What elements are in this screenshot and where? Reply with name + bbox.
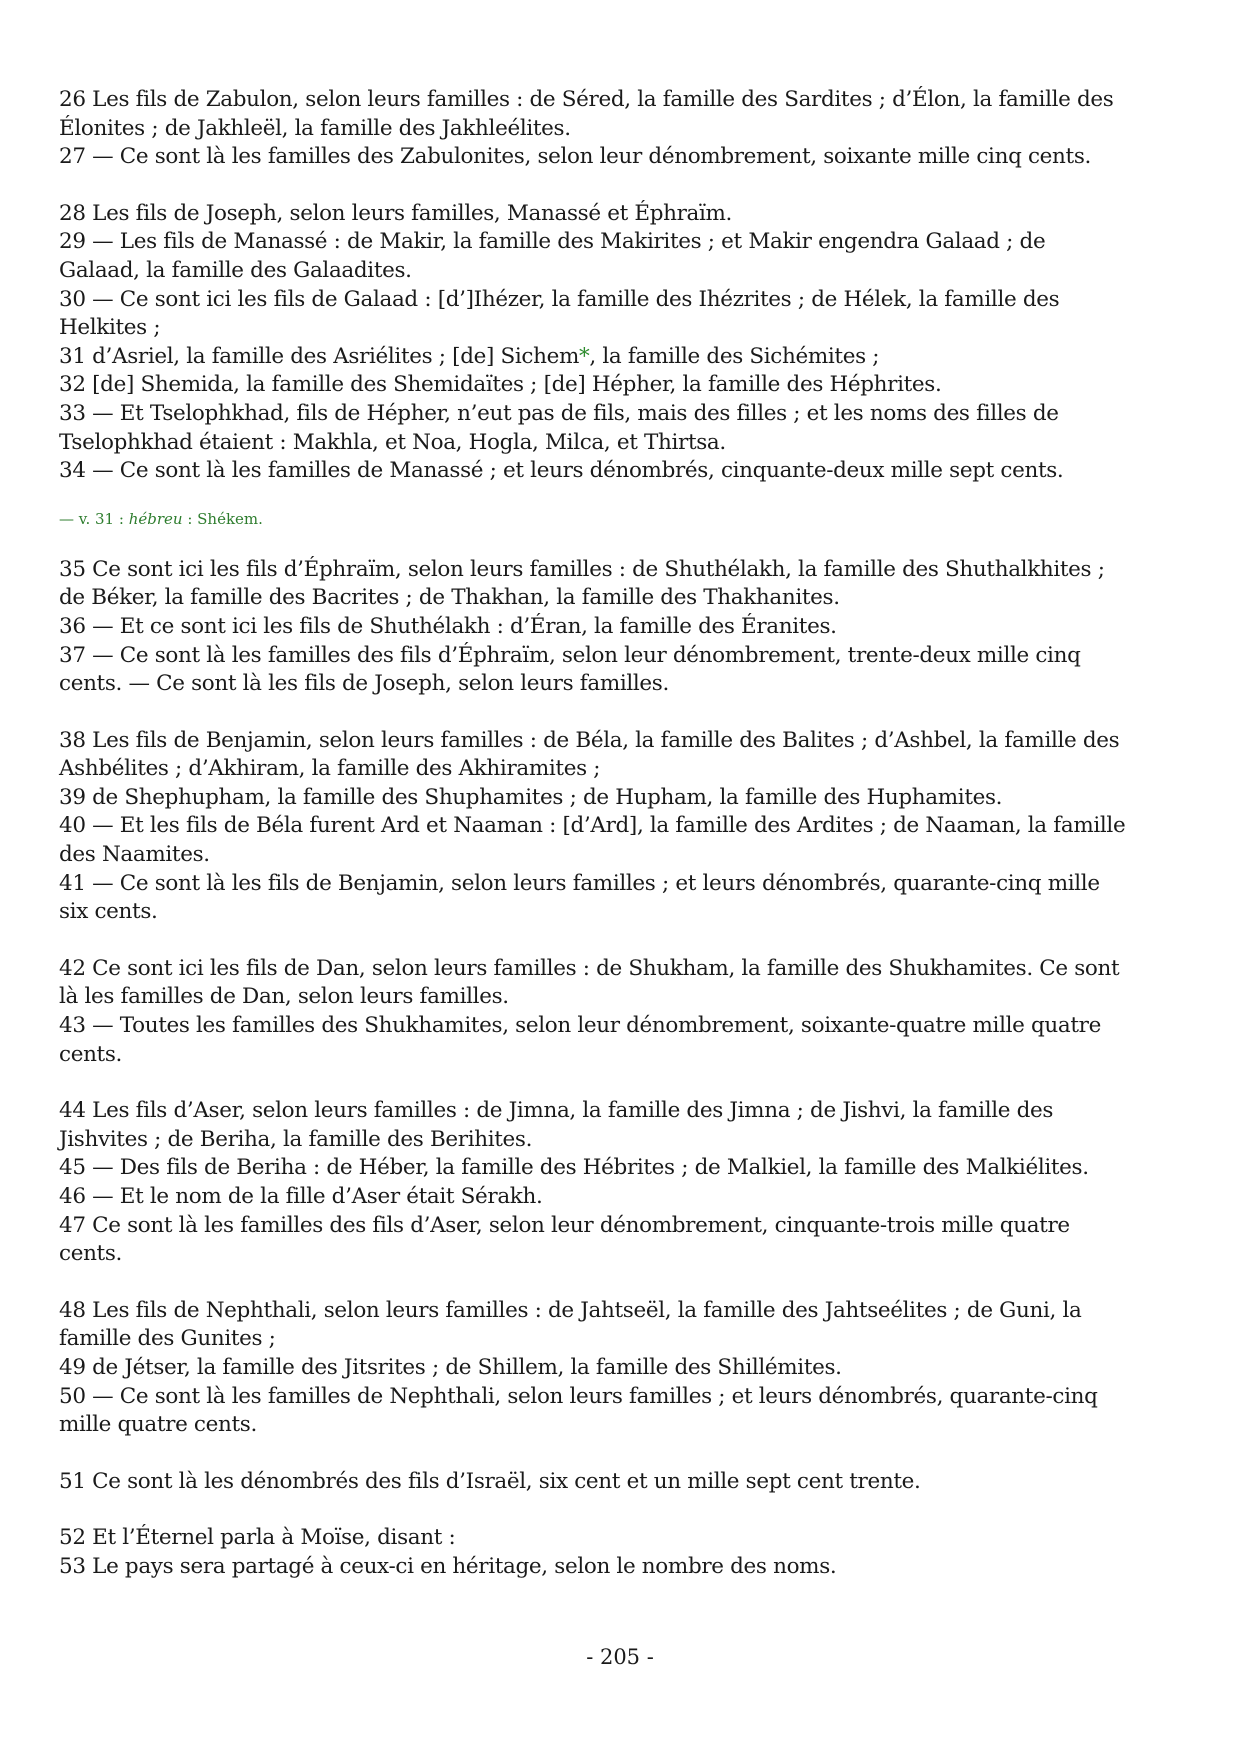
text-line: là les familles de Dan, selon leurs familles. <box>59 984 509 1010</box>
paragraph-nephthali <box>59 1297 1179 1440</box>
page-body <box>59 86 1179 1610</box>
text-line: 53 Le pays sera partagé à ceux-ci en héritage, selon le nombre des noms. <box>59 1553 837 1579</box>
paragraph-ephraim <box>59 556 1179 699</box>
paragraph-benjamin <box>59 727 1179 927</box>
text-line: 49 de Jétser, la famille des Jitsrites ; de Shillem, la famille des Shillémites. <box>59 1354 842 1380</box>
text-line: 34 — Ce sont là les familles de Manassé ; et leurs dénombrés, cinquante-deux mille sept cents. <box>59 458 1064 484</box>
text-line: 27 — Ce sont là les familles des Zabulonites, selon leur dénombrement, soixante mille cinq cents. <box>59 144 1092 170</box>
text-line: Tselophkhad étaient : Makhla, et Noa, Hogla, Milca, et Thirtsa. <box>59 429 726 455</box>
text-line: 51 Ce sont là les dénombrés des fils d’Israël, six cent et un mille sept cent trente. <box>59 1468 921 1494</box>
text-line: 48 Les fils de Nephthali, selon leurs familles : de Jahtseël, la famille des Jahtseélites ; de Guni, la <box>59 1297 1082 1323</box>
text-line: 28 Les fils de Joseph, selon leurs familles, Manassé et Éphraïm. <box>59 200 733 226</box>
text-line: 38 Les fils de Benjamin, selon leurs familles : de Béla, la famille des Balites ; d’Ashbel, la famille des <box>59 727 1120 753</box>
text-line-with-footnote <box>59 343 1179 372</box>
text-line: des Naamites. <box>59 842 210 868</box>
text-line: de Béker, la famille des Bacrites ; de Thakhan, la famille des Thakhanites. <box>59 585 840 611</box>
text-line: 50 — Ce sont là les familles de Nephthali, selon leurs familles ; et leurs dénombrés, quarante-cinq <box>59 1383 1098 1409</box>
text-line: Galaad, la famille des Galaadites. <box>59 257 412 283</box>
paragraph-zabulon <box>59 86 1179 172</box>
text-line: cents. <box>59 1241 123 1267</box>
text-line: 44 Les fils d’Aser, selon leurs familles : de Jimna, la famille des Jimna ; de Jishvi, la famille des <box>59 1098 1054 1124</box>
paragraph-joseph-manasse <box>59 200 1179 486</box>
text-line: 40 — Et les fils de Béla furent Ard et Naaman : [d’Ard], la famille des Ardites ; de Naaman, la famille <box>59 813 1126 839</box>
footnote <box>59 508 1179 530</box>
text-line: 33 — Et Tselophkhad, fils de Hépher, n’eut pas de fils, mais des filles ; et les noms des filles de <box>59 400 1059 426</box>
text-line: 47 Ce sont là les familles des fils d’Aser, selon leur dénombrement, cinquante-trois mille quatre <box>59 1212 1070 1238</box>
text-line: 45 — Des fils de Beriha : de Héber, la famille des Hébrites ; de Malkiel, la famille des Malkiélites. <box>59 1155 1089 1181</box>
text-line: cents. <box>59 1041 123 1067</box>
text-line: 26 Les fils de Zabulon, selon leurs familles : de Séred, la famille des Sardites ; d’Élon, la famille des <box>59 87 1114 112</box>
text-line: mille quatre cents. <box>59 1412 257 1438</box>
text-line: Helkites ; <box>59 315 161 341</box>
text-line: 30 — Ce sont ici les fils de Galaad : [d’]Ihézer, la famille des Ihézrites ; de Hélek, la famille des <box>59 286 1060 312</box>
text-line: six cents. <box>59 899 158 925</box>
page-number: - 205 - <box>586 1645 654 1669</box>
text-line: famille des Gunites ; <box>59 1326 276 1352</box>
text-line: 29 — Les fils de Manassé : de Makir, la famille des Makirites ; et Makir engendra Galaad ; de <box>59 229 1046 255</box>
text-line: 42 Ce sont ici les fils de Dan, selon leurs familles : de Shukham, la famille des Shukhamites. Ce sont <box>59 955 1120 981</box>
text-line: 52 Et l’Éternel parla à Moïse, disant : <box>59 1525 456 1551</box>
paragraph-heritage <box>59 1524 1179 1581</box>
footnote-marker[interactable]: * <box>579 343 590 369</box>
text-line: Élonites ; de Jakhleël, la famille des Jakhleélites. <box>59 115 571 141</box>
text-line: Jishvites ; de Beriha, la famille des Berihites. <box>59 1126 533 1152</box>
text-line: 41 — Ce sont là les fils de Benjamin, selon leurs familles ; et leurs dénombrés, quarante-cinq mille <box>59 870 1100 896</box>
footnote-source: hébreu <box>128 509 183 528</box>
paragraph-aser <box>59 1097 1179 1269</box>
footnote-text: : Shékem. <box>182 509 263 528</box>
text-line: Ashbélites ; d’Akhiram, la famille des Akhiramites ; <box>59 756 601 782</box>
text-line: cents. — Ce sont là les fils de Joseph, selon leurs familles. <box>59 671 669 697</box>
paragraph-total <box>59 1468 1179 1497</box>
text-line: 39 de Shephupham, la famille des Shuphamites ; de Hupham, la famille des Huphamites. <box>59 784 1003 810</box>
text-line: 35 Ce sont ici les fils d’Éphraïm, selon leurs familles : de Shuthélakh, la famille des Shuthalkhites ; <box>59 556 1105 582</box>
text-line: 36 — Et ce sont ici les fils de Shuthélakh : d’Éran, la famille des Éranites. <box>59 613 837 639</box>
text-line: 37 — Ce sont là les familles des fils d’Éphraïm, selon leur dénombrement, trente-deux mille cinq <box>59 642 1081 668</box>
paragraph-dan <box>59 955 1179 1069</box>
text-line: 32 [de] Shemida, la famille des Shemidaïtes ; [de] Hépher, la famille des Héphrites. <box>59 372 942 398</box>
footnote-ref: — v. 31 : <box>59 509 129 528</box>
text-line: 43 — Toutes les familles des Shukhamites, selon leur dénombrement, soixante-quatre mille quatre <box>59 1013 1101 1039</box>
text-segment: 31 d’Asriel, la famille des Asriélites ; [de] Sichem <box>59 343 580 369</box>
text-segment: , la famille des Sichémites ; <box>589 343 880 369</box>
text-line: 46 — Et le nom de la fille d’Aser était Sérakh. <box>59 1184 543 1209</box>
